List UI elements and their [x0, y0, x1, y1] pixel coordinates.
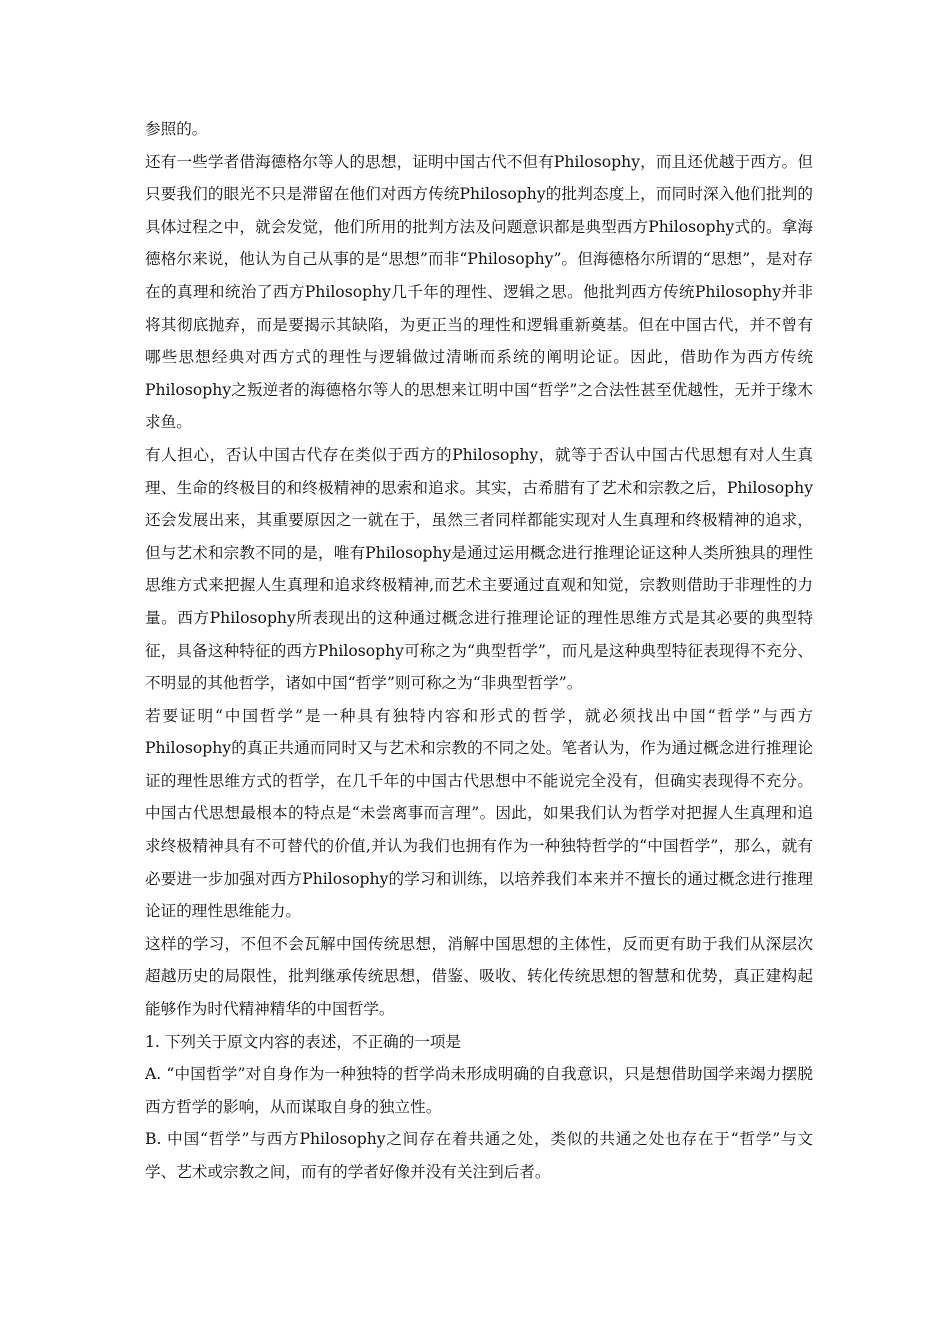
- paragraph-conclusion: 这样的学习，不但不会瓦解中国传统思想，消解中国思想的主体性，反而更有助于我们从深层次超越历史的局限性，批判继承传统思想，借鉴、吸收、转化传统思想的智慧和优势，真正建构起能够作为时代精神精华的中国哲学。: [145, 934, 813, 1019]
- paragraph-typical-philosophy: 有人担心，否认中国古代存在类似于西方的Philosophy，就等于否认中国古代思想有对人生真理、生命的终极目的和终极精神的思索和追求。其实，古希腊有了艺术和宗教之后，Philosophy还会发展出来，其重要原因之一就在于，虽然三者同样都能实现对人生真理和终极精神的追求，但与艺术和宗教不同的是，唯有Philosophy是通过运用概念进行推理论证这种人类所独具的理性思维方式来把握人生真理和追求终极精神,而艺术主要通过直观和知觉，宗教则借助于非理性的力量。西方Philosophy所表现出的这种通过概念进行推理论证的理性思维方式是其必要的典型特征，具备这种特征的西方Philosophy可称之为“典型哲学”，而凡是这种典型特征表现得不充分、不明显的其他哲学，诸如中国“哲学”则可称之为“非典型哲学”。: [145, 445, 813, 693]
- paragraph-continuation: 参照的。: [145, 120, 208, 138]
- paragraph-chinese-philosophy: 若要证明“中国哲学”是一种具有独特内容和形式的哲学，就必须找出中国“哲学”与西方Philosophy的真正共通而同时又与艺术和宗教的不同之处。笔者认为，作为通过概念进行推理论证的理性思维方式的哲学，在几千年的中国古代思想中不能说完全没有，但确实表现得不充分。中国古代思想最根本的特点是“未尝离事而言理”。因此，如果我们认为哲学对把握人生真理和追求终极精神具有不可替代的价值,并认为我们也拥有作为一种独特哲学的“中国哲学”，那么，就有必要进一步加强对西方Philosophy的学习和训练，以培养我们本来并不擅长的通过概念进行推理论证的理性思维能力。: [145, 706, 813, 921]
- paragraph-heidegger: 还有一些学者借海德格尔等人的思想，证明中国古代不但有Philosophy，而且还优越于西方。但只要我们的眼光不只是滞留在他们对西方传统Philosophy的批判态度上，而同时深入他们批判的具体过程之中，就会发觉，他们所用的批判方法及问题意识都是典型西方Philosophy式的。拿海德格尔来说，他认为自己从事的是“思想”而非“Philosophy”。但海德格尔所谓的“思想”，是对存在的真理和统治了西方Philosophy几千年的理性、逻辑之思。他批判西方传统Philosophy并非将其彻底抛弃，而是要揭示其缺陷，为更正当的理性和逻辑重新奠基。但在中国古代，并不曾有哪些思想经典对西方式的理性与逻辑做过清晰而系统的阐明论证。因此，借助作为西方传统Philosophy之叛逆者的海德格尔等人的思想来讧明中国“哲学”之合法性甚至优越性，无并于缘木求鱼。: [145, 152, 813, 432]
- question-option-a: A. “中国哲学”对自身作为一种独特的哲学尚未形成明确的自我意识，只是想借助国学来竭力摆脱西方哲学的影响，从而谋取自身的独立性。: [145, 1065, 813, 1116]
- question-stem: 1. 下列关于原文内容的表述，不正确的一项是: [145, 1032, 462, 1051]
- question-option-b: B. 中国“哲学”与西方Philosophy之间存在着共通之处，类似的共通之处也存在于“哲学”与文学、艺术或宗教之间，而有的学者好像并没有关注到后者。: [145, 1130, 813, 1181]
- document-page: [145, 113, 813, 1189]
